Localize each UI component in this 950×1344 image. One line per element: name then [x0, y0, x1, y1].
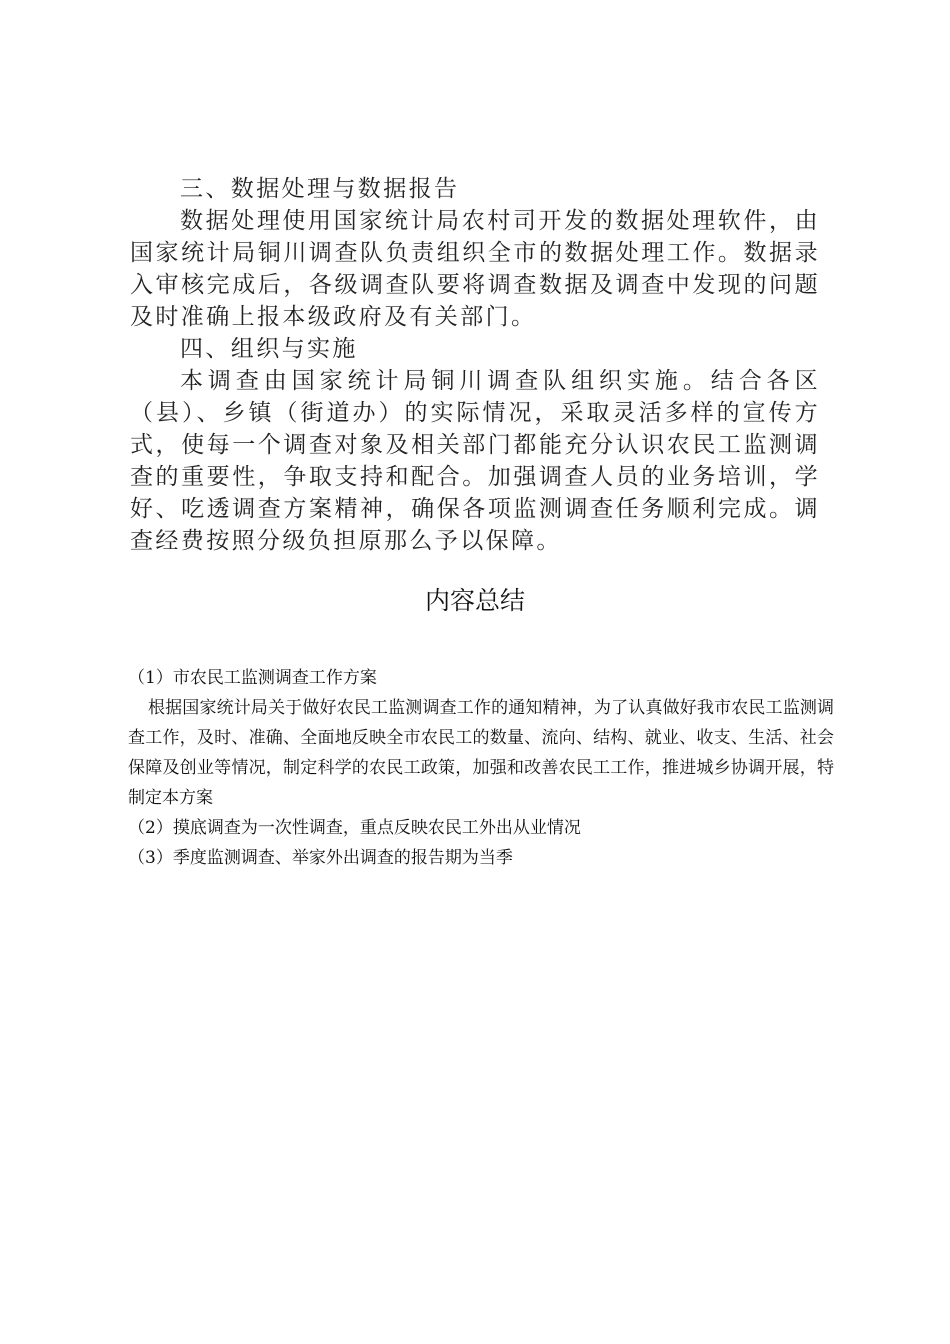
section-heading-4: 四、组织与实施: [180, 336, 358, 362]
summary-item-3: （3）季度监测调查、举家外出调查的报告期为当季: [128, 848, 513, 868]
section-paragraph-4: 本调查由国家统计局铜川调查队组织实施。结合各区（县）、乡镇（街道办）的实际情况，采取灵活多样的宣传方式，使每一个调查对象及相关部门都能充分认识农民工监测调查的重要性，争取支持和配合。加强调查人员的业务培训，学好、吃透调查方案精神，确保各项监测调查任务顺利完成。调查经费按照分级负担原那么予以保障。: [130, 368, 820, 554]
summary-item-1-body: 根据国家统计局关于做好农民工监测调查工作的通知精神，为了认真做好我市农民工监测调查工作，及时、准确、全面地反映全市农民工的数量、流向、结构、就业、收支、生活、社会保障及创业等情况，制定科学的农民工政策，加强和改善农民工工作，推进城乡协调开展，特制定本方案: [128, 698, 834, 808]
summary-item-2: （2）摸底调查为一次性调查，重点反映农民工外出从业情况: [128, 818, 581, 838]
summary-item-1: （1）市农民工监测调查工作方案: [128, 668, 377, 688]
section-heading-3: 三、数据处理与数据报告: [180, 176, 460, 202]
summary-body: [128, 663, 834, 873]
section-paragraph-3: 数据处理使用国家统计局农村司开发的数据处理软件，由国家统计局铜川调查队负责组织全市的数据处理工作。数据录入审核完成后，各级调查队要将调查数据及调查中发现的问题及时准确上报本级政府及有关部门。: [130, 208, 820, 330]
summary-title: 内容总结: [424, 586, 525, 615]
body-text: [130, 173, 820, 557]
